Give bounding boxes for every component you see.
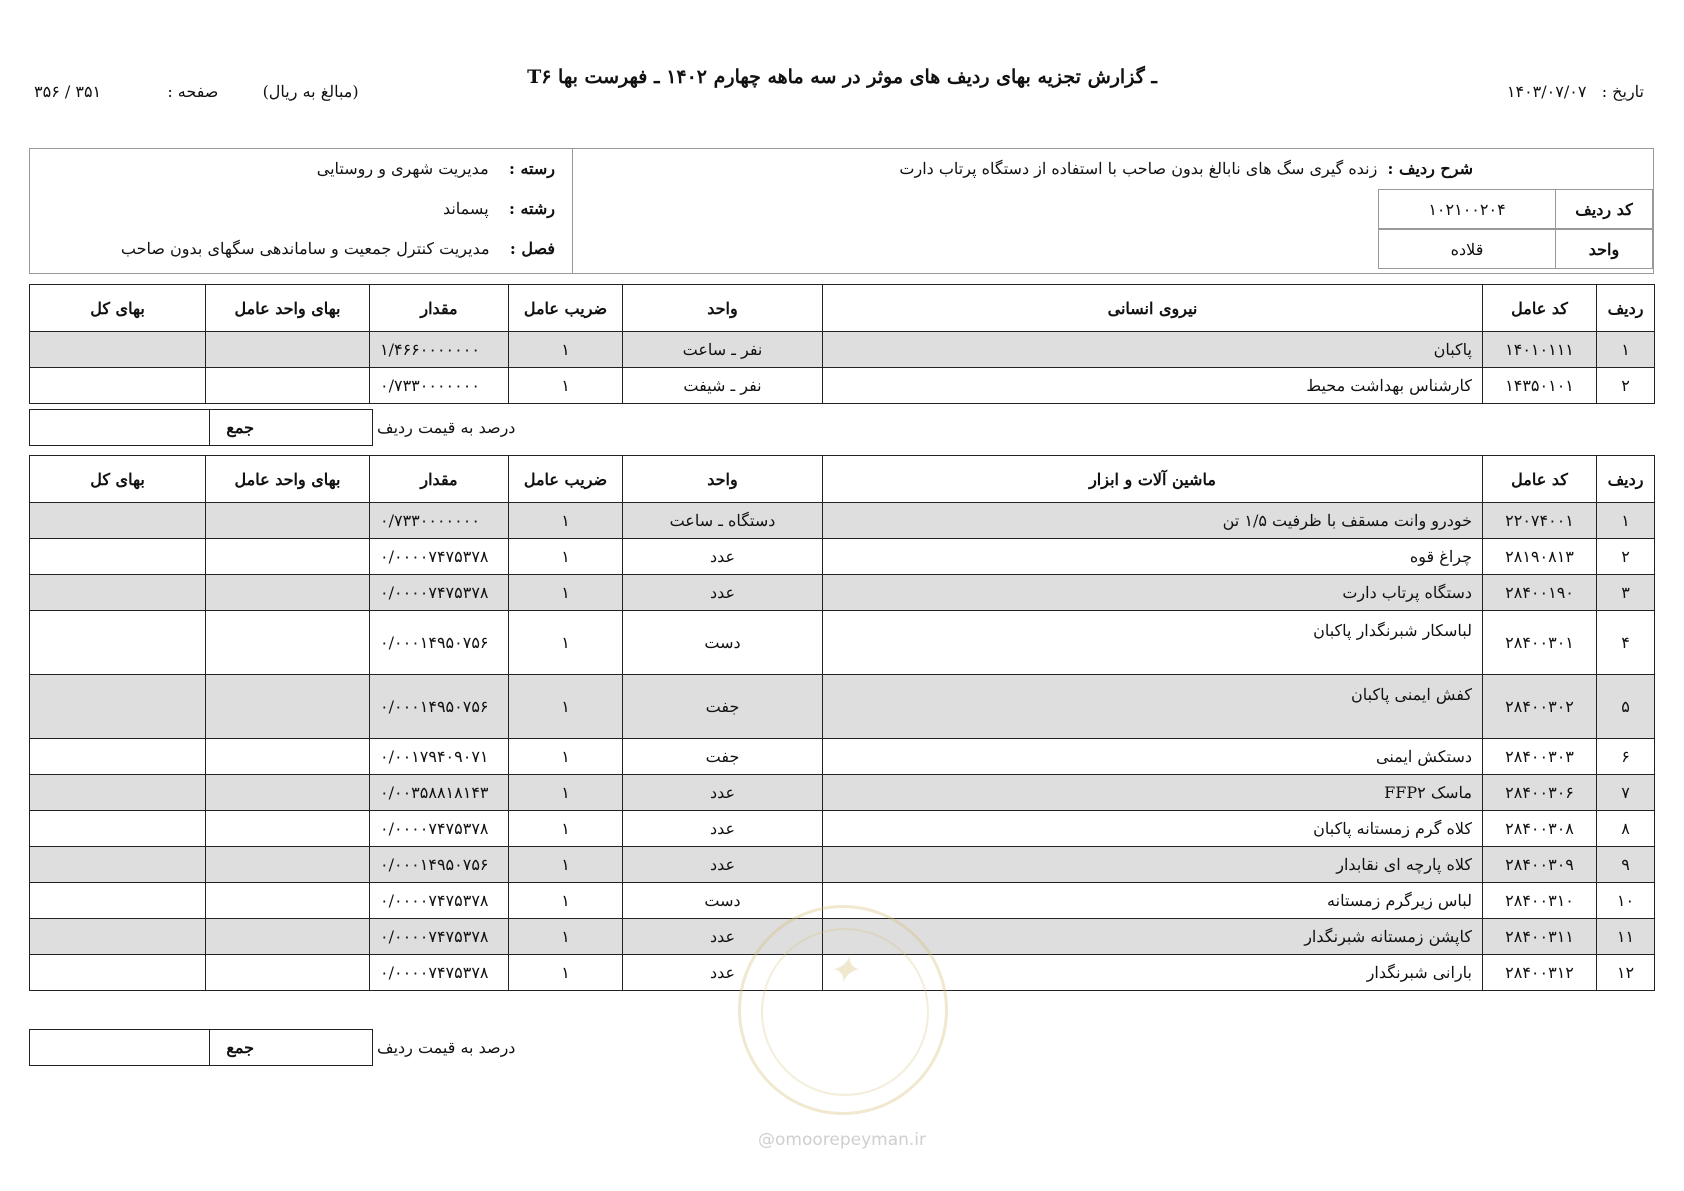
factor-coef: ۱ (509, 539, 623, 575)
factor-unit-price (206, 575, 370, 611)
chapter-value: مدیریت کنترل جمعیت و ساماندهی سگهای بدون صاحب (120, 239, 490, 258)
factor-total-price (30, 919, 206, 955)
currency-note: (مبالغ به ریال) (262, 82, 359, 101)
col-header-total-price: بهای کل (30, 456, 206, 503)
factor-coef: ۱ (509, 332, 623, 368)
factor-code: ۲۸۴۰۰۳۰۱ (1483, 611, 1597, 675)
category-row (45, 159, 555, 178)
factor-unit: نفر ـ شیفت (623, 368, 823, 404)
col-header-code: کد عامل (1483, 456, 1597, 503)
code-value: ۱۰۲۱۰۰۲۰۴ (1428, 199, 1506, 219)
desc-label: شرح ردیف : (1387, 159, 1473, 178)
labor-sum-total-cell (29, 409, 210, 446)
category-value: مدیریت شهری و روستایی (316, 159, 489, 178)
factor-qty: ۰/۰۰۰۰۷۴۷۵۳۷۸ (370, 575, 509, 611)
factor-name: پاکبان (823, 332, 1483, 368)
factor-code: ۲۸۴۰۰۳۱۰ (1483, 883, 1597, 919)
factor-total-price (30, 847, 206, 883)
col-header-qty: مقدار (370, 285, 509, 332)
page-label: صفحه : (167, 82, 219, 101)
factor-total-price (30, 503, 206, 539)
factor-name: کلاه گرم زمستانه پاکبان (823, 811, 1483, 847)
chapter-row (45, 239, 555, 258)
factor-code: ۲۸۴۰۰۳۰۸ (1483, 811, 1597, 847)
factor-unit-price (206, 368, 370, 404)
factor-unit-price (206, 883, 370, 919)
row-index: ۵ (1597, 675, 1655, 739)
factor-name: کارشناس بهداشت محیط (823, 368, 1483, 404)
category-label: رسته : (508, 159, 555, 178)
table-row (30, 775, 1655, 811)
labor-table (29, 284, 1655, 404)
factor-unit: عدد (623, 539, 823, 575)
factor-name: ماسک FFP۲ (823, 775, 1483, 811)
factor-unit: دست (623, 883, 823, 919)
factor-unit-price (206, 739, 370, 775)
factor-unit: عدد (623, 775, 823, 811)
item-info-box (29, 148, 1654, 274)
table-row (30, 847, 1655, 883)
unit-value: قلاده (1450, 239, 1484, 259)
factor-name: کفش ایمنی پاکبان (823, 675, 1483, 739)
factor-coef: ۱ (509, 611, 623, 675)
table-row (30, 503, 1655, 539)
machinery-sum-row (29, 1029, 629, 1066)
factor-qty: ۰/۷۳۳۰۰۰۰۰۰۰ (370, 368, 509, 404)
factor-unit: جفت (623, 739, 823, 775)
labor-percent-label: درصد به قیمت ردیف (377, 418, 516, 437)
factor-name: چراغ قوه (823, 539, 1483, 575)
item-code-box (1378, 189, 1653, 229)
table-row (30, 739, 1655, 775)
factor-total-price (30, 611, 206, 675)
table-row (30, 811, 1655, 847)
col-header-name: نیروی انسانی (823, 285, 1483, 332)
factor-unit: عدد (623, 575, 823, 611)
factor-qty: ۰/۰۰۰۰۷۴۷۵۳۷۸ (370, 539, 509, 575)
row-index: ۱۰ (1597, 883, 1655, 919)
factor-code: ۲۸۴۰۰۳۰۶ (1483, 775, 1597, 811)
factor-name: بارانی شبرنگدار (823, 955, 1483, 991)
factor-coef: ۱ (509, 883, 623, 919)
table-row (30, 368, 1655, 404)
factor-unit-price (206, 775, 370, 811)
row-index: ۲ (1597, 539, 1655, 575)
watermark-logo: ✦ (827, 948, 859, 992)
factor-unit-price (206, 503, 370, 539)
factor-name: کلاه پارچه ای نقابدار (823, 847, 1483, 883)
factor-name: کاپشن زمستانه شبرنگدار (823, 919, 1483, 955)
factor-qty: ۰/۷۳۳۰۰۰۰۰۰۰ (370, 503, 509, 539)
col-header-idx: ردیف (1597, 456, 1655, 503)
factor-name: خودرو وانت مسقف با ظرفیت ۱/۵ تن (823, 503, 1483, 539)
row-index: ۲ (1597, 368, 1655, 404)
item-unit-box (1378, 229, 1653, 269)
col-header-code: کد عامل (1483, 285, 1597, 332)
factor-coef: ۱ (509, 811, 623, 847)
factor-code: ۲۸۱۹۰۸۱۳ (1483, 539, 1597, 575)
watermark-url: @omoorepeyman.ir (757, 1130, 927, 1150)
field-value: پسماند (442, 199, 489, 218)
col-header-idx: ردیف (1597, 285, 1655, 332)
factor-name: دستگاه پرتاب دارت (823, 575, 1483, 611)
factor-coef: ۱ (509, 368, 623, 404)
factor-code: ۱۴۳۵۰۱۰۱ (1483, 368, 1597, 404)
factor-qty: ۰/۰۰۰۱۴۹۵۰۷۵۶ (370, 847, 509, 883)
factor-unit: عدد (623, 811, 823, 847)
factor-unit-price (206, 539, 370, 575)
factor-qty: ۰/۰۰۰۰۷۴۷۵۳۷۸ (370, 919, 509, 955)
factor-qty: ۰/۰۰۰۱۴۹۵۰۷۵۶ (370, 611, 509, 675)
factor-name: لباسکار شبرنگدار پاکبان (823, 611, 1483, 675)
factor-code: ۲۸۴۰۰۳۱۱ (1483, 919, 1597, 955)
factor-unit-price (206, 811, 370, 847)
labor-header-row (30, 285, 1655, 332)
factor-coef: ۱ (509, 575, 623, 611)
row-index: ۶ (1597, 739, 1655, 775)
factor-code: ۲۸۴۰۰۳۰۲ (1483, 675, 1597, 739)
factor-code: ۲۲۰۷۴۰۰۱ (1483, 503, 1597, 539)
table-row (30, 575, 1655, 611)
factor-total-price (30, 775, 206, 811)
table-row (30, 675, 1655, 739)
table-row (30, 332, 1655, 368)
desc-value: زنده گیری سگ های نابالغ بدون صاحب با استفاده از دستگاه پرتاب دارت (899, 159, 1378, 178)
factor-unit: عدد (623, 955, 823, 991)
col-header-coef: ضریب عامل (509, 285, 623, 332)
factor-qty: ۰/۰۰۰۰۷۴۷۵۳۷۸ (370, 955, 509, 991)
factor-code: ۲۸۴۰۰۳۱۲ (1483, 955, 1597, 991)
col-header-qty: مقدار (370, 456, 509, 503)
col-header-unit: واحد (623, 285, 823, 332)
factor-qty: ۰/۰۰۳۵۸۸۱۸۱۴۳ (370, 775, 509, 811)
factor-qty: ۰/۰۰۰۰۷۴۷۵۳۷۸ (370, 811, 509, 847)
labor-sum-label: جمع (209, 409, 373, 446)
factor-unit-price (206, 332, 370, 368)
factor-unit-price (206, 919, 370, 955)
factor-coef: ۱ (509, 675, 623, 739)
row-index: ۴ (1597, 611, 1655, 675)
col-header-unit-price: بهای واحد عامل (206, 285, 370, 332)
chapter-label: فصل : (509, 239, 555, 258)
factor-total-price (30, 883, 206, 919)
factor-unit: جفت (623, 675, 823, 739)
factor-unit: عدد (623, 919, 823, 955)
factor-name: لباس زیرگرم زمستانه (823, 883, 1483, 919)
col-header-unit: واحد (623, 456, 823, 503)
factor-code: ۱۴۰۱۰۱۱۱ (1483, 332, 1597, 368)
machinery-percent-label: درصد به قیمت ردیف (377, 1038, 516, 1057)
factor-coef: ۱ (509, 919, 623, 955)
factor-total-price (30, 811, 206, 847)
factor-unit: عدد (623, 847, 823, 883)
factor-unit-price (206, 847, 370, 883)
unit-label: واحد (1555, 230, 1652, 268)
info-divider (572, 149, 573, 273)
factor-qty: ۰/۰۰۰۰۷۴۷۵۳۷۸ (370, 883, 509, 919)
row-index: ۱۲ (1597, 955, 1655, 991)
col-header-unit-price: بهای واحد عامل (206, 456, 370, 503)
code-label: کد ردیف (1555, 190, 1652, 228)
date-value: ۱۴۰۳/۰۷/۰۷ (1506, 82, 1587, 101)
field-row (45, 199, 555, 218)
report-title: T۶ ـ گزارش تجزیه بهای ردیف های موثر در سه ماهه چهارم ۱۴۰۲ ـ فهرست بها (527, 66, 1157, 88)
machinery-sum-label: جمع (209, 1029, 373, 1066)
col-header-total-price: بهای کل (30, 285, 206, 332)
factor-total-price (30, 675, 206, 739)
field-label: رشته : (508, 199, 555, 218)
row-index: ۱ (1597, 503, 1655, 539)
factor-code: ۲۸۴۰۰۳۰۹ (1483, 847, 1597, 883)
row-index: ۱ (1597, 332, 1655, 368)
factor-total-price (30, 332, 206, 368)
factor-qty: ۱/۴۶۶۰۰۰۰۰۰۰ (370, 332, 509, 368)
factor-unit: نفر ـ ساعت (623, 332, 823, 368)
watermark-seal (738, 905, 948, 1115)
factor-unit: دستگاه ـ ساعت (623, 503, 823, 539)
col-header-coef: ضریب عامل (509, 456, 623, 503)
factor-coef: ۱ (509, 775, 623, 811)
page-value: ۳۵۱ / ۳۵۶ (34, 82, 102, 101)
factor-code: ۲۸۴۰۰۱۹۰ (1483, 575, 1597, 611)
row-index: ۹ (1597, 847, 1655, 883)
factor-total-price (30, 539, 206, 575)
machinery-header-row (30, 456, 1655, 503)
row-index: ۸ (1597, 811, 1655, 847)
factor-qty: ۰/۰۰۱۷۹۴۰۹۰۷۱ (370, 739, 509, 775)
factor-total-price (30, 739, 206, 775)
table-row (30, 611, 1655, 675)
factor-coef: ۱ (509, 955, 623, 991)
factor-unit-price (206, 611, 370, 675)
factor-qty: ۰/۰۰۰۱۴۹۵۰۷۵۶ (370, 675, 509, 739)
row-index: ۱۱ (1597, 919, 1655, 955)
machinery-sum-total-cell (29, 1029, 210, 1066)
factor-unit-price (206, 675, 370, 739)
factor-unit-price (206, 955, 370, 991)
labor-sum-row (29, 409, 629, 446)
date-label: تاریخ : (1601, 82, 1644, 101)
factor-total-price (30, 575, 206, 611)
factor-coef: ۱ (509, 503, 623, 539)
factor-coef: ۱ (509, 847, 623, 883)
factor-total-price (30, 368, 206, 404)
col-header-name: ماشین آلات و ابزار (823, 456, 1483, 503)
report-date (1507, 82, 1644, 101)
factor-name: دستکش ایمنی (823, 739, 1483, 775)
row-index: ۷ (1597, 775, 1655, 811)
factor-total-price (30, 955, 206, 991)
table-row (30, 539, 1655, 575)
row-index: ۳ (1597, 575, 1655, 611)
item-description (899, 159, 1473, 178)
page-info (34, 82, 359, 101)
factor-code: ۲۸۴۰۰۳۰۳ (1483, 739, 1597, 775)
factor-unit: دست (623, 611, 823, 675)
factor-coef: ۱ (509, 739, 623, 775)
